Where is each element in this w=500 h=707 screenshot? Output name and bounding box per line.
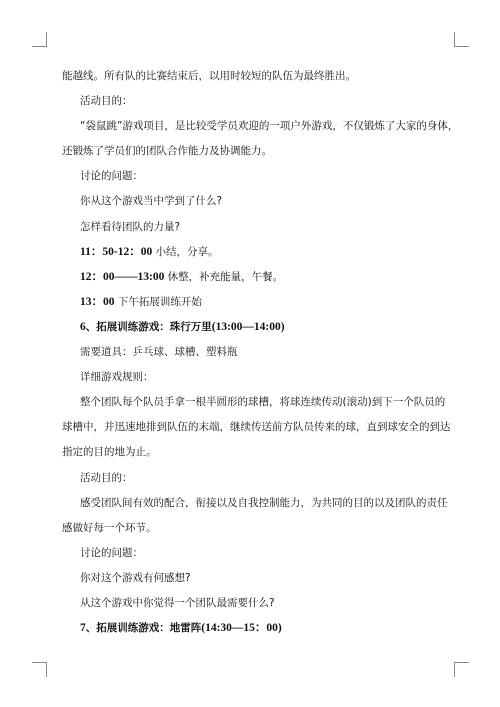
question — [62, 591, 442, 616]
schedule-time: 11：50-12：00 — [80, 245, 153, 258]
crop-mark-top-right — [454, 32, 469, 47]
schedule-text: 小结，分享。 — [152, 245, 219, 258]
text: 感受团队间有效的配合，衔接以及自我控制能力，为共同的目的以及团队的责任 — [80, 496, 448, 509]
text: 讨论的问题： — [80, 546, 143, 559]
text: 整个团队每个队员手拿一根半圆形的球槽，将球连续传动(滚动)到下一个队员的 — [80, 396, 446, 409]
text: 球槽中，并迅速地排到队伍的末端，继续传送前方队员传来的球，直到球安全的到达 — [62, 421, 451, 434]
schedule-time: 12：00——13:00 — [80, 270, 165, 283]
text: 怎样看待团队的力量? — [80, 220, 181, 233]
crop-mark-bottom-right — [454, 662, 469, 677]
paragraph-line — [62, 64, 442, 89]
crop-mark-top-left — [32, 32, 47, 47]
text: 需要道具：乒乓球、球槽、塑料瓶 — [80, 346, 238, 359]
text: 还锻炼了学员们的团队合作能力及协调能力。 — [62, 145, 272, 158]
text: 能越线。所有队的比赛结束后，以用时较短的队伍为最终胜出。 — [62, 70, 356, 82]
heading-number: 7 — [80, 622, 86, 635]
text: 讨论的问题： — [80, 170, 143, 183]
schedule-item — [62, 290, 442, 315]
text: 你从这个游戏当中学到了什么? — [80, 195, 223, 208]
schedule-item — [62, 265, 442, 290]
heading-text: 、拓展训练游戏：珠行万里 — [85, 320, 212, 333]
section-label — [62, 541, 442, 566]
text: “袋鼠跳”游戏项目，是比较受学员欢迎的一项户外游戏，不仅锻炼了大家的身体， — [80, 120, 459, 133]
text: 你对这个游戏有何感想? — [80, 571, 191, 584]
page-body — [62, 64, 459, 641]
crop-mark-bottom-left — [32, 662, 47, 677]
paragraph-line — [62, 390, 446, 415]
heading-text: 、拓展训练游戏：地雷阵 — [85, 622, 202, 635]
paragraph-line — [62, 516, 442, 541]
schedule-time: 13：00 — [80, 295, 115, 308]
heading-number: 6 — [80, 320, 86, 333]
section-label — [62, 164, 442, 189]
text: 活动目的： — [80, 471, 133, 484]
section-label — [62, 466, 442, 491]
section-label — [62, 365, 442, 390]
paragraph-line — [62, 415, 451, 440]
schedule-item — [62, 240, 442, 265]
paragraph-line — [62, 139, 442, 164]
heading-time: (13:00—14:00) — [211, 320, 285, 333]
paragraph-line — [62, 440, 442, 465]
schedule-text: 下午拓展训练开始 — [114, 295, 202, 308]
text: 指定的目的地为止。 — [62, 446, 157, 459]
section-heading — [62, 315, 442, 340]
text: 感做好每一个环节。 — [62, 521, 157, 534]
question — [62, 215, 442, 240]
paragraph-line — [62, 114, 459, 139]
question — [62, 189, 442, 214]
schedule-text: 休整，补充能量，午餐。 — [164, 270, 284, 283]
paragraph-line — [62, 491, 448, 516]
heading-time: (14:30—15：00) — [201, 622, 282, 635]
text: 从这个游戏中你觉得一个团队最需要什么? — [80, 596, 275, 609]
paragraph-line — [62, 340, 442, 365]
text: 详细游戏规则： — [80, 371, 154, 384]
section-heading — [62, 616, 442, 641]
text: 活动目的： — [80, 95, 133, 108]
section-label — [62, 89, 442, 114]
question — [62, 566, 442, 591]
